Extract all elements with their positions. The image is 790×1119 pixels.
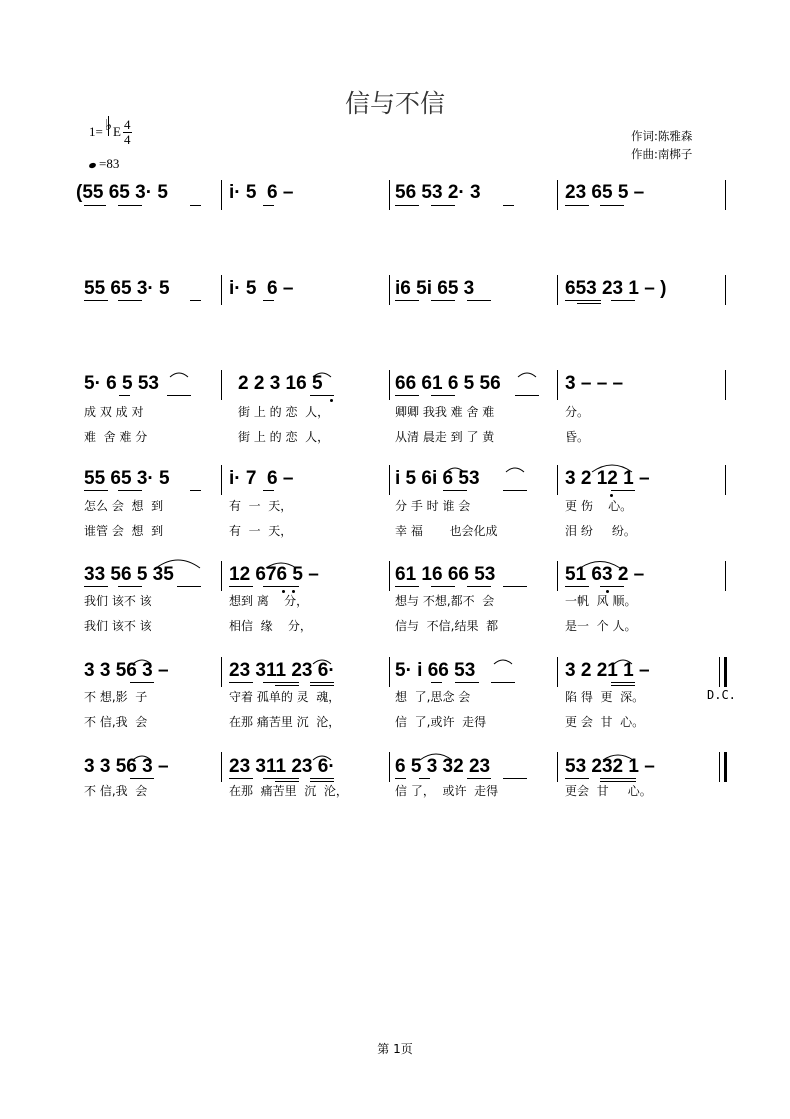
measure: 2 2 3 16 5 xyxy=(238,373,323,394)
lyric-line: 守着 孤单的 灵 魂， xyxy=(229,690,341,704)
measure: 3 3 56 3 – xyxy=(84,660,169,681)
measure: i· 7 6 – xyxy=(229,468,294,489)
slur xyxy=(133,660,151,664)
lyric-line: 更 会 甘 心。 xyxy=(565,715,645,729)
lyric-line: 不 想,影 子 xyxy=(84,690,148,704)
lyric-line: 更会 甘 心。 xyxy=(565,784,652,798)
lyric-line: 不 信,我 会 xyxy=(84,784,148,798)
measure: 66 61 6 5 56 xyxy=(395,373,501,394)
measure: (55 65 3· 5 xyxy=(76,182,168,203)
measure: 33 56 5 35 xyxy=(84,564,174,585)
lyric-line: 陷 得 更 深。 xyxy=(565,690,645,704)
measure: 12 676 5 – xyxy=(229,564,319,585)
lyric-line: 有 一 天， xyxy=(229,524,293,538)
slur xyxy=(133,756,151,760)
lyric-line: 泪 纷 纷。 xyxy=(565,524,636,538)
lyric-line: 相信 缘 分， xyxy=(229,619,312,633)
measure: 23 311 23 6· xyxy=(229,660,335,681)
flat-icon: ♭ xyxy=(105,118,113,134)
slur xyxy=(266,563,296,568)
key-prefix: 1= xyxy=(89,124,103,139)
composer-credit: 作曲:南梆子 xyxy=(631,147,693,161)
tempo-value: =83 xyxy=(99,156,120,171)
lyric-line: 卿卿 我我 难 舍 难 xyxy=(395,405,495,419)
measure: 51 63 2 – xyxy=(565,564,645,585)
lyric-line: 街 上 的 恋 人， xyxy=(238,405,330,419)
measure: i· 5 6 – xyxy=(229,278,294,299)
lyric-line: 是一 个 人。 xyxy=(565,619,637,633)
lyric-line: 我们 该不 该 xyxy=(84,594,152,608)
measure: 5· 6 5 53 xyxy=(84,373,159,394)
lyric-line: 幸 福 也会化成 xyxy=(395,524,498,538)
measure: i6 5i 65 3 xyxy=(395,278,475,299)
slur xyxy=(518,373,536,377)
lyric-line: 想与 不想,都不 会 xyxy=(395,594,495,608)
measure: 5· i 66 53 xyxy=(395,660,476,681)
lyric-line: 昏。 xyxy=(565,430,590,444)
page-number: 第 1页 xyxy=(377,1042,413,1056)
slur xyxy=(580,562,620,569)
lyric-line: 信与 不信,结果 都 xyxy=(395,619,499,633)
measure: 23 311 23 6· xyxy=(229,756,335,777)
lyric-line: 怎么 会 想 到 xyxy=(84,499,164,513)
slur xyxy=(592,465,632,472)
measure: 3 3 56 3 – xyxy=(84,756,169,777)
measure: 653 23 1 – ) xyxy=(565,278,667,299)
measure: 55 65 3· 5 xyxy=(84,468,170,489)
measure: 3 2 12 1 – xyxy=(565,468,650,489)
measure: 6 5 3 32 23 xyxy=(395,756,491,777)
measure: i 5 6i 6 53 xyxy=(395,468,480,489)
lyric-line: 谁管 会 想 到 xyxy=(84,524,164,538)
measure: 56 53 2· 3 xyxy=(395,182,481,203)
slur xyxy=(313,373,331,377)
lyric-line: 我们 该不 该 xyxy=(84,619,152,633)
slur xyxy=(446,468,464,472)
time-top: 4 xyxy=(124,117,131,132)
time-bottom: 4 xyxy=(124,132,131,147)
measure: 23 65 5 – xyxy=(565,182,645,203)
measure: 61 16 66 53 xyxy=(395,564,496,585)
slur xyxy=(603,755,633,760)
slur xyxy=(614,660,632,664)
slur xyxy=(313,756,331,760)
measure: 53 232 1 – xyxy=(565,756,655,777)
measure: 3 2 21 1 – xyxy=(565,660,650,681)
lyric-line: 更 伤 心。 xyxy=(565,499,633,513)
key-note: E xyxy=(113,124,121,139)
lyric-line: 想 了,思念 会 xyxy=(395,690,471,704)
lyric-line: 一帆 风 顺。 xyxy=(565,594,637,608)
slur xyxy=(170,373,188,377)
lyric-line: 在那 痛苦里 沉 沦， xyxy=(229,715,341,729)
dc-marking: D.C. xyxy=(707,688,736,702)
lyric-line: 难 舍 难 分 xyxy=(84,430,148,444)
measure: i· 5 6 – xyxy=(229,182,294,203)
lyric-line: 从清 晨走 到 了 黄 xyxy=(395,430,495,444)
slur xyxy=(156,560,200,568)
lyric-line: 街 上 的 恋 人， xyxy=(238,430,330,444)
lyric-line: 信 了,或许 走得 xyxy=(395,715,487,729)
lyricist-credit: 作词:陈雅森 xyxy=(631,129,693,143)
lyric-line: 信 了， 或许 走得 xyxy=(395,784,499,798)
measure: 55 65 3· 5 xyxy=(84,278,170,299)
slur xyxy=(506,468,524,472)
lyric-line: 成 双 成 对 xyxy=(84,405,144,419)
lyric-line: 分 手 时 谁 会 xyxy=(395,499,471,513)
lyric-line: 有 一 天， xyxy=(229,499,293,513)
lyric-line: 分。 xyxy=(565,405,590,419)
slur xyxy=(420,754,452,760)
lyric-line: 不 信,我 会 xyxy=(84,715,148,729)
slur xyxy=(494,660,512,664)
lyric-line: 想到 离 分， xyxy=(229,594,309,608)
slur xyxy=(313,660,331,664)
lyric-line: 在那 痛苦里 沉 沦， xyxy=(229,784,348,798)
song-title: 信与不信 xyxy=(344,89,445,118)
measure: 3 – – – xyxy=(565,373,624,394)
